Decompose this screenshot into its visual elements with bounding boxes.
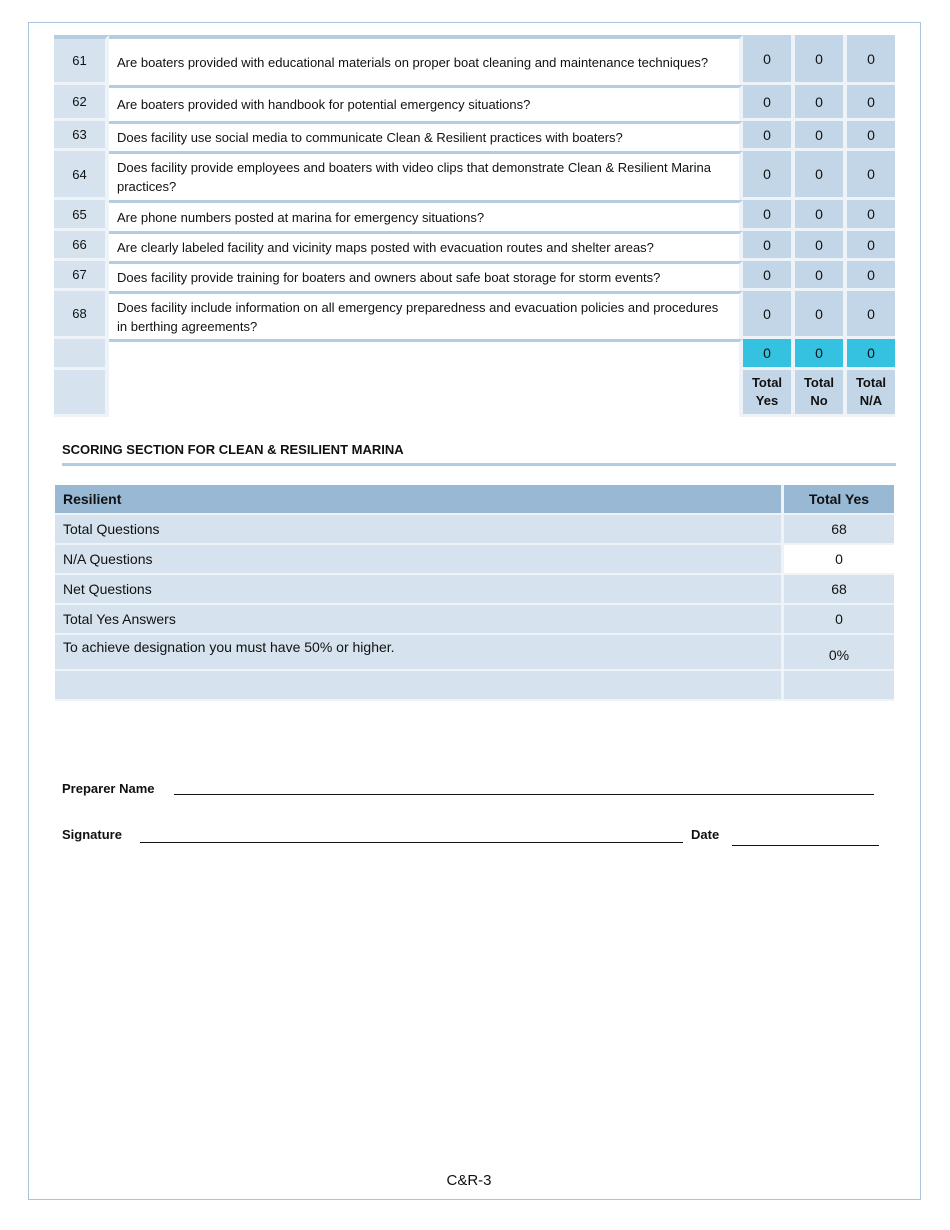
total-yes-value: 0 [743,339,795,370]
na-count[interactable]: 0 [847,151,895,200]
scoring-value: 68 [781,515,894,545]
question-number: 61 [54,35,109,85]
scoring-table [55,485,894,701]
no-count[interactable]: 0 [795,231,847,261]
date-line[interactable] [732,845,879,846]
preparer-name-line[interactable] [174,794,874,795]
question-table [54,35,895,417]
scoring-value: 68 [781,575,894,605]
question-row [54,261,895,291]
empty-cell [109,339,743,370]
question-row [54,85,895,121]
scoring-header-value: Total Yes [781,485,894,515]
question-text: Are clearly labeled facility and vicinity maps posted with evacuation routes and shelter areas? [109,231,743,261]
scoring-row [55,605,894,635]
question-row [54,291,895,339]
question-number: 67 [54,261,109,291]
question-row [54,200,895,231]
preparer-name-label: Preparer Name [62,781,155,796]
question-number: 62 [54,85,109,121]
no-count[interactable]: 0 [795,151,847,200]
page-number: C&R-3 [446,1172,492,1189]
question-number: 66 [54,231,109,261]
signature-line[interactable] [140,842,683,843]
date-label: Date [691,827,720,842]
total-no-label: Total No [795,370,847,417]
yes-count[interactable]: 0 [743,231,795,261]
total-na-label: Total N/A [847,370,895,417]
question-number: 65 [54,200,109,231]
scoring-label: Total Yes Answers [55,605,781,635]
signature-label: Signature [62,827,122,842]
scoring-row [55,515,894,545]
question-text: Are boaters provided with educational materials on proper boat cleaning and maintenance techniques? [109,35,743,85]
scoring-header-row [55,485,894,515]
question-text: Does facility include information on all emergency preparedness and evacuation policies and procedures in berthing agreements? [109,291,743,339]
yes-count[interactable]: 0 [743,261,795,291]
scoring-row-empty [55,671,894,701]
scoring-label: Total Questions [55,515,781,545]
totals-label-row [54,370,895,417]
na-count[interactable]: 0 [847,35,895,85]
question-text: Are boaters provided with handbook for potential emergency situations? [109,85,743,121]
scoring-value: 0 [781,605,894,635]
scoring-row [55,545,894,575]
question-text: Are phone numbers posted at marina for emergency situations? [109,200,743,231]
no-count[interactable]: 0 [795,85,847,121]
na-count[interactable]: 0 [847,231,895,261]
question-number: 63 [54,121,109,151]
no-count[interactable]: 0 [795,35,847,85]
no-count[interactable]: 0 [795,261,847,291]
yes-count[interactable]: 0 [743,35,795,85]
question-row [54,121,895,151]
yes-count[interactable]: 0 [743,85,795,121]
empty-cell [54,339,109,370]
question-text: Does facility provide employees and boaters with video clips that demonstrate Clean & Resilient Marina practices? [109,151,743,200]
na-count[interactable]: 0 [847,261,895,291]
scoring-label: To achieve designation you must have 50% or higher. [55,635,781,671]
yes-count[interactable]: 0 [743,121,795,151]
question-number: 68 [54,291,109,339]
empty-cell [54,370,109,417]
scoring-value: 0% [781,635,894,671]
na-count[interactable]: 0 [847,121,895,151]
scoring-section-title: SCORING SECTION FOR CLEAN & RESILIENT MARINA [62,442,896,466]
yes-count[interactable]: 0 [743,151,795,200]
question-text: Does facility use social media to communicate Clean & Resilient practices with boaters? [109,121,743,151]
na-count[interactable]: 0 [847,291,895,339]
question-row [54,35,895,85]
scoring-row [55,635,894,671]
question-row [54,151,895,200]
totals-row [54,339,895,370]
empty-cell [55,671,781,701]
scoring-label: Net Questions [55,575,781,605]
scoring-row [55,575,894,605]
total-yes-label: Total Yes [743,370,795,417]
total-no-value: 0 [795,339,847,370]
question-text: Does facility provide training for boaters and owners about safe boat storage for storm events? [109,261,743,291]
na-count[interactable]: 0 [847,85,895,121]
empty-cell [109,370,743,417]
yes-count[interactable]: 0 [743,200,795,231]
scoring-value: 0 [781,545,894,575]
yes-count[interactable]: 0 [743,291,795,339]
no-count[interactable]: 0 [795,200,847,231]
scoring-label: N/A Questions [55,545,781,575]
empty-cell [781,671,894,701]
scoring-header-label: Resilient [55,485,781,515]
no-count[interactable]: 0 [795,291,847,339]
no-count[interactable]: 0 [795,121,847,151]
question-number: 64 [54,151,109,200]
question-row [54,231,895,261]
total-na-value: 0 [847,339,895,370]
na-count[interactable]: 0 [847,200,895,231]
